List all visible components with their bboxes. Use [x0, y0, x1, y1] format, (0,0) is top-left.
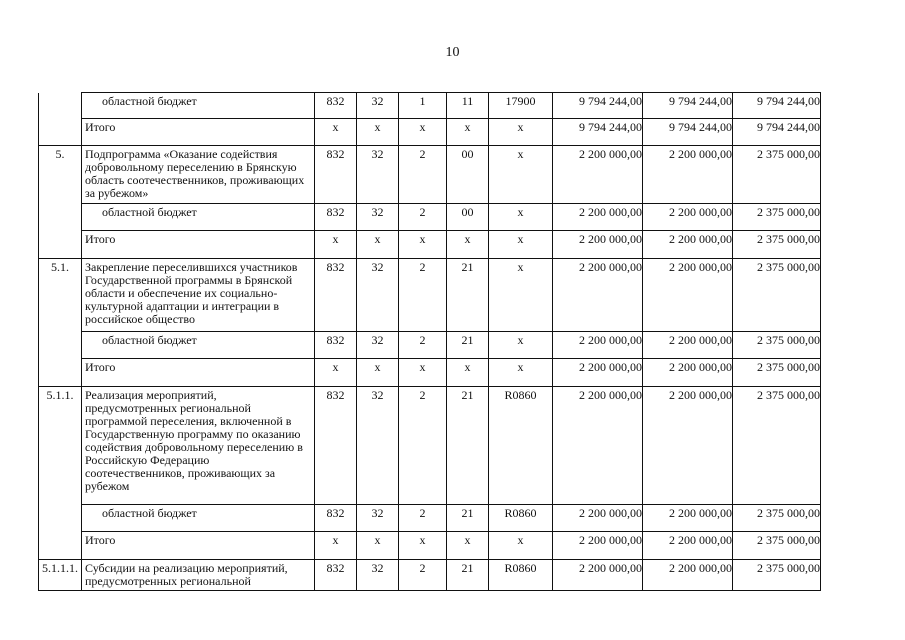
- row-number-cell: 5.1.: [39, 259, 82, 332]
- code-sub-cell: 00: [447, 146, 489, 204]
- amount-year1-cell: 2 200 000,00: [553, 231, 643, 259]
- code-rz-cell: 32: [357, 204, 399, 231]
- code-target-cell: х: [489, 204, 553, 231]
- code-target-cell: х: [489, 146, 553, 204]
- table-row: [39, 560, 821, 591]
- row-number-cell: [39, 359, 82, 387]
- amount-year2-cell: 2 200 000,00: [643, 387, 733, 505]
- amount-year2-cell: 2 200 000,00: [643, 146, 733, 204]
- code-pr-cell: 2: [399, 259, 447, 332]
- code-target-cell: х: [489, 332, 553, 359]
- row-number-cell: 5.1.1.: [39, 387, 82, 505]
- code-sub-cell: 21: [447, 332, 489, 359]
- table-row: [39, 119, 821, 146]
- code-gr-cell: 832: [315, 505, 357, 532]
- row-name-cell: областной бюджет: [82, 332, 315, 359]
- amount-year3-cell: 9 794 244,00: [733, 119, 821, 146]
- code-pr-cell: 1: [399, 93, 447, 119]
- code-sub-cell: 21: [447, 505, 489, 532]
- code-gr-cell: 832: [315, 146, 357, 204]
- table-row: [39, 93, 821, 119]
- row-number-cell: [39, 505, 82, 532]
- table-row: [39, 259, 821, 332]
- code-target-cell: х: [489, 532, 553, 560]
- code-target-cell: R0860: [489, 560, 553, 591]
- amount-year3-cell: 9 794 244,00: [733, 93, 821, 119]
- row-name-cell: областной бюджет: [82, 505, 315, 532]
- row-name-cell: Реализация мероприятий, предусмотренных региональной программой переселения, включенной в Государственную программу по оказанию содействия добровольному переселению в Российскую Федерацию соотечественников, проживающих за рубежом: [82, 387, 315, 505]
- amount-year1-cell: 2 200 000,00: [553, 259, 643, 332]
- code-target-cell: х: [489, 259, 553, 332]
- code-target-cell: 17900: [489, 93, 553, 119]
- amount-year1-cell: 2 200 000,00: [553, 532, 643, 560]
- amount-year3-cell: 2 375 000,00: [733, 532, 821, 560]
- row-name-cell: Закрепление переселившихся участников Государственной программы в Брянской области и обеспечение их социально-культурной адаптации и интеграции в российское общество: [82, 259, 315, 332]
- code-sub-cell: х: [447, 231, 489, 259]
- row-name-cell: областной бюджет: [82, 204, 315, 231]
- table-row: [39, 332, 821, 359]
- code-pr-cell: 2: [399, 505, 447, 532]
- row-number-cell: [39, 204, 82, 231]
- table-row: [39, 359, 821, 387]
- amount-year2-cell: 2 200 000,00: [643, 204, 733, 231]
- row-number-cell: [39, 93, 82, 119]
- amount-year2-cell: 2 200 000,00: [643, 359, 733, 387]
- code-target-cell: R0860: [489, 387, 553, 505]
- row-name-cell: Итого: [82, 359, 315, 387]
- amount-year3-cell: 2 375 000,00: [733, 146, 821, 204]
- code-target-cell: R0860: [489, 505, 553, 532]
- code-gr-cell: 832: [315, 387, 357, 505]
- code-rz-cell: 32: [357, 93, 399, 119]
- table-row: [39, 532, 821, 560]
- code-sub-cell: 21: [447, 259, 489, 332]
- amount-year1-cell: 9 794 244,00: [553, 119, 643, 146]
- code-pr-cell: х: [399, 231, 447, 259]
- amount-year2-cell: 2 200 000,00: [643, 505, 733, 532]
- code-gr-cell: х: [315, 532, 357, 560]
- amount-year2-cell: 2 200 000,00: [643, 259, 733, 332]
- code-sub-cell: х: [447, 119, 489, 146]
- code-pr-cell: х: [399, 119, 447, 146]
- code-gr-cell: 832: [315, 259, 357, 332]
- row-number-cell: [39, 119, 82, 146]
- code-gr-cell: х: [315, 359, 357, 387]
- code-pr-cell: 2: [399, 387, 447, 505]
- code-gr-cell: х: [315, 119, 357, 146]
- row-name-cell: Итого: [82, 532, 315, 560]
- code-pr-cell: 2: [399, 560, 447, 591]
- code-rz-cell: х: [357, 119, 399, 146]
- table-body: [39, 93, 821, 591]
- amount-year3-cell: 2 375 000,00: [733, 560, 821, 591]
- amount-year1-cell: 2 200 000,00: [553, 560, 643, 591]
- amount-year3-cell: 2 375 000,00: [733, 332, 821, 359]
- code-sub-cell: 21: [447, 387, 489, 505]
- code-rz-cell: 32: [357, 387, 399, 505]
- code-sub-cell: 00: [447, 204, 489, 231]
- code-rz-cell: х: [357, 532, 399, 560]
- code-gr-cell: 832: [315, 93, 357, 119]
- row-name-cell: Субсидии на реализацию мероприятий, предусмотренных региональной: [82, 560, 315, 591]
- amount-year2-cell: 2 200 000,00: [643, 231, 733, 259]
- code-pr-cell: 2: [399, 204, 447, 231]
- table-row: [39, 146, 821, 204]
- amount-year1-cell: 2 200 000,00: [553, 332, 643, 359]
- row-number-cell: 5.: [39, 146, 82, 204]
- row-number-cell: 5.1.1.1.: [39, 560, 82, 591]
- amount-year3-cell: 2 375 000,00: [733, 359, 821, 387]
- page-number: 10: [445, 45, 460, 60]
- code-target-cell: х: [489, 231, 553, 259]
- code-pr-cell: 2: [399, 332, 447, 359]
- amount-year2-cell: 2 200 000,00: [643, 560, 733, 591]
- code-sub-cell: х: [447, 359, 489, 387]
- amount-year3-cell: 2 375 000,00: [733, 231, 821, 259]
- budget-table: [38, 92, 821, 591]
- row-number-cell: [39, 231, 82, 259]
- amount-year3-cell: 2 375 000,00: [733, 505, 821, 532]
- code-rz-cell: 32: [357, 332, 399, 359]
- amount-year1-cell: 2 200 000,00: [553, 505, 643, 532]
- code-rz-cell: 32: [357, 259, 399, 332]
- row-name-cell: областной бюджет: [82, 93, 315, 119]
- code-gr-cell: х: [315, 231, 357, 259]
- amount-year3-cell: 2 375 000,00: [733, 204, 821, 231]
- amount-year2-cell: 9 794 244,00: [643, 119, 733, 146]
- amount-year3-cell: 2 375 000,00: [733, 259, 821, 332]
- code-pr-cell: х: [399, 532, 447, 560]
- code-gr-cell: 832: [315, 332, 357, 359]
- amount-year1-cell: 9 794 244,00: [553, 93, 643, 119]
- row-name-cell: Итого: [82, 119, 315, 146]
- code-rz-cell: 32: [357, 146, 399, 204]
- code-pr-cell: 2: [399, 146, 447, 204]
- amount-year1-cell: 2 200 000,00: [553, 146, 643, 204]
- amount-year1-cell: 2 200 000,00: [553, 204, 643, 231]
- amount-year3-cell: 2 375 000,00: [733, 387, 821, 505]
- code-rz-cell: 32: [357, 560, 399, 591]
- table-row: [39, 505, 821, 532]
- amount-year1-cell: 2 200 000,00: [553, 387, 643, 505]
- table-row: [39, 231, 821, 259]
- table-row: [39, 204, 821, 231]
- row-number-cell: [39, 332, 82, 359]
- row-number-cell: [39, 532, 82, 560]
- amount-year2-cell: 2 200 000,00: [643, 332, 733, 359]
- code-sub-cell: х: [447, 532, 489, 560]
- code-sub-cell: 21: [447, 560, 489, 591]
- amount-year1-cell: 2 200 000,00: [553, 359, 643, 387]
- row-name-cell: Подпрограмма «Оказание содействия добровольному переселению в Брянскую область соотечественников, проживающих за рубежом»: [82, 146, 315, 204]
- code-target-cell: х: [489, 119, 553, 146]
- code-rz-cell: х: [357, 359, 399, 387]
- row-name-cell: Итого: [82, 231, 315, 259]
- amount-year2-cell: 2 200 000,00: [643, 532, 733, 560]
- code-gr-cell: 832: [315, 204, 357, 231]
- code-rz-cell: 32: [357, 505, 399, 532]
- code-gr-cell: 832: [315, 560, 357, 591]
- code-target-cell: х: [489, 359, 553, 387]
- code-pr-cell: х: [399, 359, 447, 387]
- amount-year2-cell: 9 794 244,00: [643, 93, 733, 119]
- code-rz-cell: х: [357, 231, 399, 259]
- code-sub-cell: 11: [447, 93, 489, 119]
- table-row: [39, 387, 821, 505]
